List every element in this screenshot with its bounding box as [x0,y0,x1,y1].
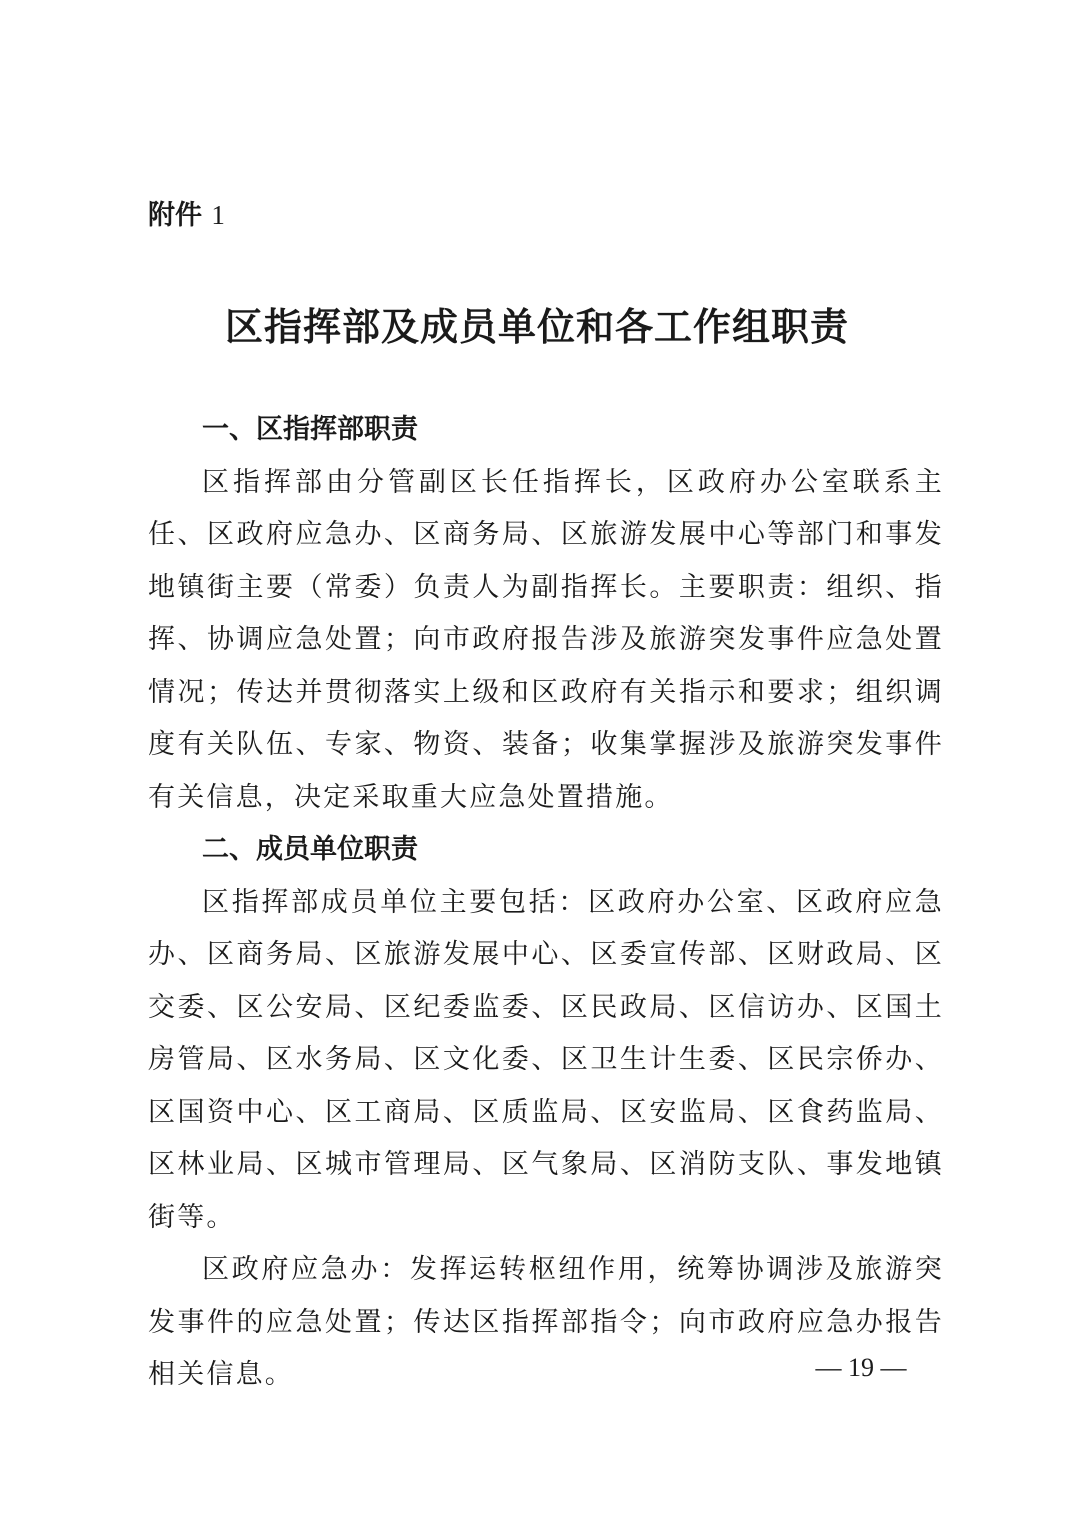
document-body [148,404,944,1402]
page-number: — 19 — [815,1353,907,1382]
attachment-label [148,196,225,235]
document-title: 区指挥部及成员单位和各工作组职责 [224,304,849,349]
attachment-label-text: 附件 [148,200,202,231]
section-heading-command: 一、区指挥部职责 [202,414,418,445]
attachment-number: 1 [211,200,225,230]
paragraph-emergency-office: 区政府应急办：发挥运转枢纽作用，统筹协调涉及旅游突发事件的应急处置；传达区指挥部指令；向市政府应急办报告相关信息。 [148,1254,944,1390]
paragraph-member-units: 区指挥部成员单位主要包括：区政府办公室、区政府应急办、区商务局、区旅游发展中心、区委宣传部、区财政局、区交委、区公安局、区纪委监委、区民政局、区信访办、区国土房管局、区水务局、区文化委、区卫生计生委、区民宗侨办、区国资中心、区工商局、区质监局、区安监局、区食药监局、区林业局、区城市管理局、区气象局、区消防支队、事发地镇街等。 [148,886,944,1233]
paragraph-command-duties: 区指挥部由分管副区长任指挥长，区政府办公室联系主任、区政府应急办、区商务局、区旅游发展中心等部门和事发地镇街主要（常委）负责人为副指挥长。主要职责：组织、指挥、协调应急处置；向市政府报告涉及旅游突发事件应急处置情况；传达并贯彻落实上级和区政府有关指示和要求；组织调度有关队伍、专家、物资、装备；收集掌握涉及旅游突发事件有关信息，决定采取重大应急处置措施。 [148,466,944,813]
section-heading-members: 二、成员单位职责 [202,834,418,865]
